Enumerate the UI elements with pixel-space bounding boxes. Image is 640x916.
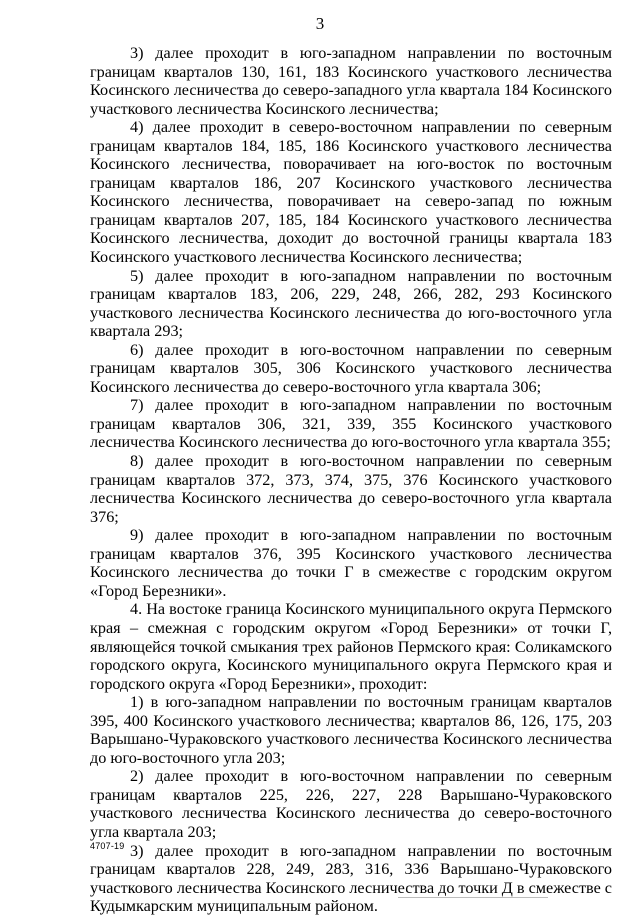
document-code: 4707-19	[90, 841, 125, 851]
paragraph-item-3: 3) далее проходит в юго-западном направлении по восточным границам кварталов 130, 161, 183 Косинского участкового лесничества Косинского лесничества до северо-западного угла квартала 184 Косинского участкового лесничества Косинского лесничества;	[90, 44, 612, 118]
paragraph-item-7: 7) далее проходит в юго-западном направлении по восточным границам кварталов 306, 321, 339, 355 Косинского участкового лесничества Косинского лесничества до юго-восточного угла квартала 355;	[90, 396, 612, 452]
paragraph-item-9: 9) далее проходит в юго-западном направлении по восточным границам кварталов 376, 395 Косинского участкового лесничества Косинского лесничества до точки Г в смежестве с городским округом «Город Березники».	[90, 526, 612, 600]
page-number: 3	[315, 14, 325, 33]
paragraph-item-8: 8) далее проходит в юго-восточном направлении по северным границам кварталов 372, 373, 374, 375, 376 Косинского участкового лесничества Косинского лесничества до северо-восточного угла квартала 376;	[90, 452, 612, 526]
section-4-item-2: 2) далее проходит в юго-восточном направлении по северным границам кварталов 225, 226, 227, 228 Варышано-Чураковского участкового лесничества Косинского лесничества до северо-восточного угла квартала 203;	[90, 767, 612, 841]
paragraph-item-6: 6) далее проходит в юго-восточном направлении по северным границам кварталов 305, 306 Косинского участкового лесничества Косинского лесничества до северо-восточного угла квартала 306;	[90, 340, 612, 396]
section-4-item-1: 1) в юго-западном направлении по восточным границам кварталов 395, 400 Косинского участкового лесничества; кварталов 86, 126, 175, 203 Варышано-Чураковского участкового лесничества Косинского лесничества до юго-восточного угла 203;	[90, 693, 612, 767]
section-4-item-3: 3) далее проходит в юго-западном направлении по восточным границам кварталов 228, 249, 283, 316, 336 Варышано-Чураковского участкового лесничества Косинского лесничества до точки Д в смежестве с Кудымкарским муниципальным районом.	[90, 841, 612, 916]
paragraph-item-5: 5) далее проходит в юго-западном направлении по восточным границам кварталов 183, 206, 229, 248, 266, 282, 293 Косинского участкового лесничества Косинского лесничества до юго-восточного угла квартала 293;	[90, 266, 612, 341]
section-4-paragraph: 4. На востоке граница Косинского муниципального округа Пермского края – смежная с городским округом «Город Березники» от точки Г, являющейся точкой смыкания трех районов Пермского края: Соликамского городского округа, Косинского муниципального округа Пермского края и городского округа «Город Березники», проходит:	[90, 600, 612, 693]
document-body	[90, 44, 612, 916]
paragraph-item-4: 4) далее проходит в северо-восточном направлении по северным границам кварталов 184, 185, 186 Косинского участкового лесничества Косинского лесничества, поворачивает на юго-восток по восточным границам кварталов 186, 207 Косинского участкового лесничества Косинского лесничества, поворачивает на северо-запад по южным границам кварталов 207, 185, 184 Косинского участкового лесничества Косинского лесничества, доходит до восточной границы квартала 183 Косинского участкового лесничества Косинского лесничества;	[90, 118, 612, 267]
scan-edge-mark	[398, 897, 548, 898]
